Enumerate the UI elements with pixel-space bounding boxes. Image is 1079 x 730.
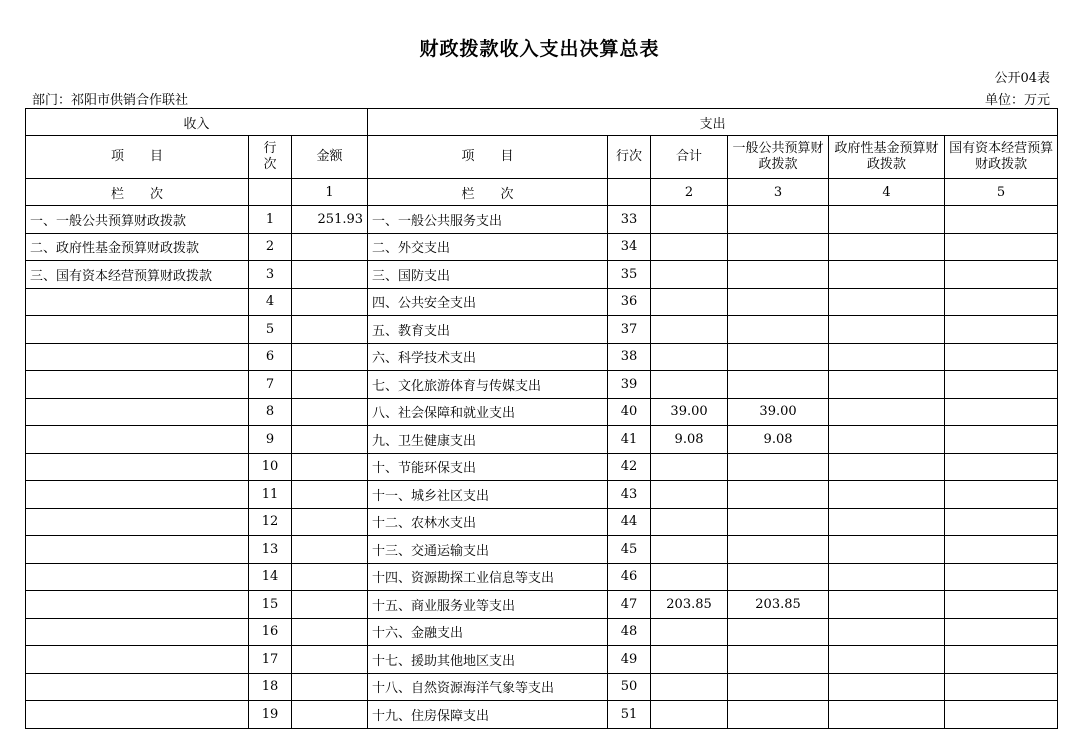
state-capital-header: 国有资本经营预算财政拨款: [945, 136, 1058, 179]
income-line-header: 行 次: [249, 136, 292, 179]
expense-line-cell: 51: [608, 701, 651, 729]
col-number-1: 1: [292, 179, 368, 206]
income-line-cell: 12: [249, 508, 292, 536]
gov-fund-cell: [829, 536, 945, 564]
income-item-cell: 三、国有资本经营预算财政拨款: [26, 261, 249, 289]
expense-line-cell: 35: [608, 261, 651, 289]
expense-item-cell: 三、国防支出: [368, 261, 608, 289]
total-cell: [651, 508, 728, 536]
table-row: [26, 371, 1058, 399]
state-capital-cell: [945, 261, 1058, 289]
general-budget-cell: [728, 701, 829, 729]
income-line-cell: 7: [249, 371, 292, 399]
general-budget-cell: [728, 508, 829, 536]
expense-line-cell: 36: [608, 288, 651, 316]
table-row: [26, 453, 1058, 481]
income-line-cell: 11: [249, 481, 292, 509]
income-amount-cell: 251.93: [292, 206, 368, 234]
col-number-3: 3: [728, 179, 829, 206]
table-row: [26, 673, 1058, 701]
table-row: [26, 563, 1058, 591]
unit-label: 单位：万元: [984, 93, 1050, 108]
gov-fund-cell: [829, 261, 945, 289]
income-item-cell: [26, 701, 249, 729]
income-line-cell: 1: [249, 206, 292, 234]
income-amount-cell: [292, 508, 368, 536]
expense-line-col-blank: [608, 179, 651, 206]
gov-fund-cell: [829, 591, 945, 619]
expense-line-cell: 47: [608, 591, 651, 619]
income-item-cell: [26, 426, 249, 454]
expense-item-cell: 十九、住房保障支出: [368, 701, 608, 729]
income-line-col-blank: [249, 179, 292, 206]
gov-fund-cell: [829, 481, 945, 509]
gov-fund-cell: [829, 233, 945, 261]
expense-line-cell: 41: [608, 426, 651, 454]
expense-item-cell: 六、科学技术支出: [368, 343, 608, 371]
department-label: 部门：祁阳市供销合作联社: [32, 93, 189, 108]
income-item-cell: 一、一般公共预算财政拨款: [26, 206, 249, 234]
col-number-2: 2: [651, 179, 728, 206]
state-capital-cell: [945, 536, 1058, 564]
income-amount-cell: [292, 563, 368, 591]
gov-fund-cell: [829, 398, 945, 426]
expense-item-cell: 四、公共安全支出: [368, 288, 608, 316]
total-cell: [651, 316, 728, 344]
income-item-cell: [26, 563, 249, 591]
gov-fund-cell: [829, 206, 945, 234]
general-budget-cell: 39.00: [728, 398, 829, 426]
income-item-cell: [26, 453, 249, 481]
income-amount-cell: [292, 673, 368, 701]
general-budget-cell: [728, 371, 829, 399]
state-capital-cell: [945, 288, 1058, 316]
total-cell: 39.00: [651, 398, 728, 426]
total-cell: [651, 453, 728, 481]
state-capital-cell: [945, 701, 1058, 729]
total-cell: [651, 618, 728, 646]
table-row: [26, 288, 1058, 316]
general-budget-cell: [728, 453, 829, 481]
total-cell: [651, 701, 728, 729]
expense-item-cell: 九、卫生健康支出: [368, 426, 608, 454]
income-item-cell: [26, 288, 249, 316]
income-line-cell: 4: [249, 288, 292, 316]
expense-item-cell: 十二、农林水支出: [368, 508, 608, 536]
income-item-header: 项 目: [26, 136, 249, 179]
table-row: [26, 316, 1058, 344]
total-cell: [651, 563, 728, 591]
income-item-cell: [26, 343, 249, 371]
expense-item-cell: 十六、金融支出: [368, 618, 608, 646]
income-item-cell: [26, 618, 249, 646]
income-amount-cell: [292, 701, 368, 729]
expense-line-cell: 44: [608, 508, 651, 536]
table-row: [26, 398, 1058, 426]
expense-item-cell: 一、一般公共服务支出: [368, 206, 608, 234]
expense-line-cell: 33: [608, 206, 651, 234]
gov-fund-cell: [829, 563, 945, 591]
total-header: 合计: [651, 136, 728, 179]
table-row: [26, 591, 1058, 619]
state-capital-cell: [945, 508, 1058, 536]
gov-fund-cell: [829, 288, 945, 316]
expense-item-cell: 十八、自然资源海洋气象等支出: [368, 673, 608, 701]
income-amount-cell: [292, 646, 368, 674]
expense-line-cell: 43: [608, 481, 651, 509]
income-line-cell: 14: [249, 563, 292, 591]
gov-fund-cell: [829, 646, 945, 674]
total-cell: [651, 288, 728, 316]
income-amount-cell: [292, 618, 368, 646]
gov-fund-cell: [829, 701, 945, 729]
income-header: 收入: [26, 109, 368, 136]
income-amount-cell: [292, 536, 368, 564]
expense-line-cell: 49: [608, 646, 651, 674]
income-line-cell: 17: [249, 646, 292, 674]
expense-line-cell: 50: [608, 673, 651, 701]
income-item-cell: [26, 481, 249, 509]
gov-fund-header: 政府性基金预算财政拨款: [829, 136, 945, 179]
appropriation-table: [25, 108, 1058, 729]
expense-line-cell: 48: [608, 618, 651, 646]
table-row: [26, 508, 1058, 536]
income-amount-header: 金额: [292, 136, 368, 179]
income-item-cell: [26, 646, 249, 674]
income-amount-cell: [292, 453, 368, 481]
income-col-label: 栏 次: [26, 179, 249, 206]
expense-line-cell: 38: [608, 343, 651, 371]
state-capital-cell: [945, 453, 1058, 481]
income-amount-cell: [292, 591, 368, 619]
expense-item-cell: 十七、援助其他地区支出: [368, 646, 608, 674]
general-budget-cell: [728, 563, 829, 591]
state-capital-cell: [945, 371, 1058, 399]
table-row: [26, 206, 1058, 234]
income-item-cell: [26, 508, 249, 536]
income-line-cell: 3: [249, 261, 292, 289]
income-amount-cell: [292, 426, 368, 454]
state-capital-cell: [945, 233, 1058, 261]
state-capital-cell: [945, 618, 1058, 646]
income-item-cell: [26, 591, 249, 619]
table-row: [26, 646, 1058, 674]
total-cell: [651, 371, 728, 399]
total-cell: [651, 343, 728, 371]
expense-item-cell: 七、文化旅游体育与传媒支出: [368, 371, 608, 399]
table-row: [26, 261, 1058, 289]
state-capital-cell: [945, 316, 1058, 344]
col-number-4: 4: [829, 179, 945, 206]
income-item-cell: [26, 673, 249, 701]
form-number: 公开04表: [994, 71, 1050, 86]
income-line-cell: 5: [249, 316, 292, 344]
total-cell: [651, 536, 728, 564]
income-line-cell: 19: [249, 701, 292, 729]
expense-item-cell: 五、教育支出: [368, 316, 608, 344]
state-capital-cell: [945, 206, 1058, 234]
income-line-cell: 2: [249, 233, 292, 261]
income-amount-cell: [292, 316, 368, 344]
general-budget-cell: [728, 481, 829, 509]
income-amount-cell: [292, 371, 368, 399]
table-row: [26, 481, 1058, 509]
expense-line-cell: 40: [608, 398, 651, 426]
expense-line-header: 行次: [608, 136, 651, 179]
expense-item-cell: 十、节能环保支出: [368, 453, 608, 481]
total-cell: [651, 646, 728, 674]
income-amount-cell: [292, 261, 368, 289]
table-row: [26, 536, 1058, 564]
general-budget-cell: 9.08: [728, 426, 829, 454]
general-budget-cell: [728, 316, 829, 344]
expense-line-cell: 34: [608, 233, 651, 261]
income-item-cell: [26, 536, 249, 564]
state-capital-cell: [945, 426, 1058, 454]
expense-col-label: 栏 次: [368, 179, 608, 206]
income-amount-cell: [292, 343, 368, 371]
total-cell: 9.08: [651, 426, 728, 454]
income-item-cell: [26, 371, 249, 399]
income-line-cell: 10: [249, 453, 292, 481]
gov-fund-cell: [829, 508, 945, 536]
general-budget-cell: [728, 343, 829, 371]
total-cell: [651, 261, 728, 289]
state-capital-cell: [945, 673, 1058, 701]
state-capital-cell: [945, 343, 1058, 371]
expense-line-cell: 37: [608, 316, 651, 344]
total-cell: [651, 673, 728, 701]
gov-fund-cell: [829, 453, 945, 481]
total-cell: 203.85: [651, 591, 728, 619]
general-budget-cell: [728, 673, 829, 701]
income-item-cell: 二、政府性基金预算财政拨款: [26, 233, 249, 261]
general-budget-cell: [728, 261, 829, 289]
income-line-cell: 16: [249, 618, 292, 646]
total-cell: [651, 206, 728, 234]
income-amount-cell: [292, 481, 368, 509]
expense-line-cell: 42: [608, 453, 651, 481]
income-amount-cell: [292, 288, 368, 316]
expense-item-cell: 十三、交通运输支出: [368, 536, 608, 564]
gov-fund-cell: [829, 371, 945, 399]
income-item-cell: [26, 398, 249, 426]
income-line-cell: 13: [249, 536, 292, 564]
state-capital-cell: [945, 481, 1058, 509]
general-budget-cell: [728, 233, 829, 261]
expense-item-cell: 十五、商业服务业等支出: [368, 591, 608, 619]
expense-item-header: 项 目: [368, 136, 608, 179]
gov-fund-cell: [829, 618, 945, 646]
income-amount-cell: [292, 398, 368, 426]
state-capital-cell: [945, 563, 1058, 591]
expense-line-cell: 39: [608, 371, 651, 399]
table-row: [26, 343, 1058, 371]
col-number-5: 5: [945, 179, 1058, 206]
state-capital-cell: [945, 646, 1058, 674]
expense-line-cell: 45: [608, 536, 651, 564]
page-title: 财政拨款收入支出决算总表: [419, 38, 660, 60]
gov-fund-cell: [829, 343, 945, 371]
income-line-cell: 18: [249, 673, 292, 701]
expense-header: 支出: [368, 109, 1058, 136]
general-budget-cell: [728, 646, 829, 674]
income-line-cell: 6: [249, 343, 292, 371]
table-row: [26, 701, 1058, 729]
table-row: [26, 618, 1058, 646]
total-cell: [651, 481, 728, 509]
table-row: [26, 233, 1058, 261]
expense-item-cell: 十一、城乡社区支出: [368, 481, 608, 509]
general-budget-cell: 203.85: [728, 591, 829, 619]
general-budget-cell: [728, 206, 829, 234]
income-line-cell: 9: [249, 426, 292, 454]
general-budget-cell: [728, 536, 829, 564]
general-budget-cell: [728, 288, 829, 316]
gov-fund-cell: [829, 426, 945, 454]
income-line-cell: 8: [249, 398, 292, 426]
general-budget-cell: [728, 618, 829, 646]
gov-fund-cell: [829, 316, 945, 344]
expense-item-cell: 十四、资源勘探工业信息等支出: [368, 563, 608, 591]
table-row: [26, 426, 1058, 454]
expense-item-cell: 八、社会保障和就业支出: [368, 398, 608, 426]
gov-fund-cell: [829, 673, 945, 701]
expense-item-cell: 二、外交支出: [368, 233, 608, 261]
income-line-cell: 15: [249, 591, 292, 619]
state-capital-cell: [945, 398, 1058, 426]
income-item-cell: [26, 316, 249, 344]
table-body: [26, 206, 1058, 729]
total-cell: [651, 233, 728, 261]
expense-line-cell: 46: [608, 563, 651, 591]
general-budget-header: 一般公共预算财政拨款: [728, 136, 829, 179]
income-amount-cell: [292, 233, 368, 261]
state-capital-cell: [945, 591, 1058, 619]
